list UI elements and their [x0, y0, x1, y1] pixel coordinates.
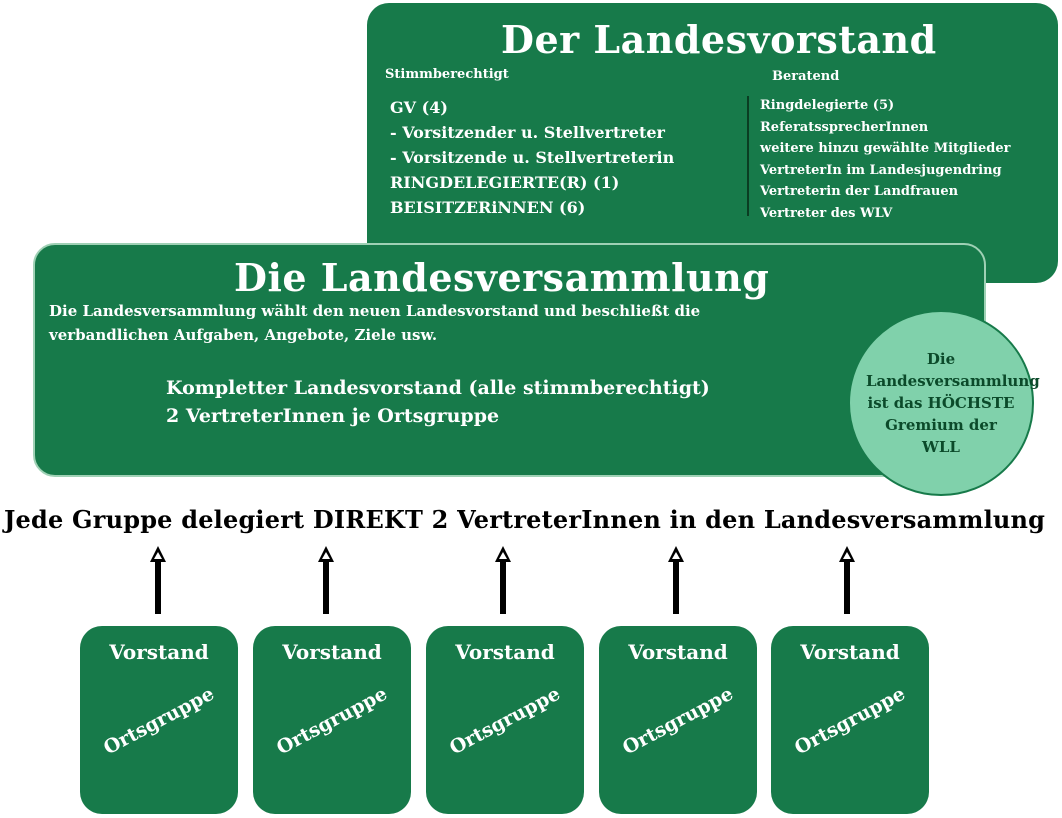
- voting-item: BEISITZERiNNEN (6): [390, 198, 586, 217]
- ortsgruppe-box: [253, 626, 411, 814]
- advisory-item: Ringdelegierte (5): [760, 98, 895, 113]
- advisory-item: VertreterIn im Landesjugendring: [760, 162, 1002, 178]
- up-arrow-icon: [148, 544, 168, 616]
- voting-list: [390, 95, 674, 220]
- landesversammlung-box: [33, 243, 986, 477]
- group-subtitle: Ortsgruppe: [446, 682, 564, 760]
- group-title: Vorstand: [282, 640, 382, 664]
- advisory-label: Beratend: [772, 69, 840, 84]
- highest-body-text: [866, 348, 1040, 458]
- advisory-item: Vertreter des WLV: [760, 205, 893, 221]
- description-line: Die Landesversammlung wählt den neuen Landesvorstand und beschließt die: [49, 302, 701, 320]
- advisory-list: [760, 95, 1010, 224]
- circle-line: Gremium der: [885, 416, 997, 434]
- up-arrow-icon: [316, 544, 336, 616]
- circle-line: ist das HÖCHSTE: [867, 394, 1015, 412]
- ortsgruppe-box: [80, 626, 238, 814]
- voting-label: Stimmberechtigt: [385, 67, 509, 82]
- voting-item: - Vorsitzende u. Stellvertreterin: [390, 148, 675, 167]
- group-title: Vorstand: [455, 640, 555, 664]
- landesversammlung-title: Die Landesversammlung: [234, 255, 770, 300]
- group-subtitle: Ortsgruppe: [100, 682, 218, 760]
- landesversammlung-members: [166, 374, 710, 430]
- group-subtitle: Ortsgruppe: [619, 682, 737, 760]
- ortsgruppe-box: [599, 626, 757, 814]
- up-arrow-icon: [493, 544, 513, 616]
- advisory-item: Vertreterin der Landfrauen: [760, 184, 959, 199]
- circle-line: Landesversammlung: [866, 372, 1040, 390]
- landesversammlung-description: [49, 299, 700, 347]
- ortsgruppe-box: [771, 626, 929, 814]
- members-line: Kompletter Landesvorstand (alle stimmberechtigt): [166, 377, 710, 399]
- description-line: verbandlichen Aufgaben, Angebote, Ziele usw.: [49, 326, 438, 344]
- up-arrow-icon: [666, 544, 686, 616]
- landesvorstand-title: Der Landesvorstand: [501, 17, 937, 62]
- voting-item: - Vorsitzender u. Stellvertreter: [390, 123, 665, 142]
- ortsgruppe-box: [426, 626, 584, 814]
- landesvorstand-box: [367, 3, 1058, 283]
- voting-item: RINGDELEGIERTE(R) (1): [390, 173, 620, 192]
- members-line: 2 VertreterInnen je Ortsgruppe: [166, 405, 500, 427]
- voting-item: GV (4): [390, 98, 448, 117]
- column-divider: [747, 96, 749, 216]
- circle-line: Die: [926, 350, 956, 368]
- circle-line: WLL: [922, 438, 960, 456]
- up-arrow-icon: [837, 544, 857, 616]
- group-subtitle: Ortsgruppe: [791, 682, 909, 760]
- group-title: Vorstand: [109, 640, 209, 664]
- advisory-item: ReferatssprecherInnen: [760, 119, 929, 135]
- highest-body-circle: [848, 310, 1040, 496]
- advisory-item: weitere hinzu gewählte Mitglieder: [760, 141, 1011, 156]
- group-title: Vorstand: [628, 640, 728, 664]
- group-title: Vorstand: [800, 640, 900, 664]
- delegation-text: Jede Gruppe delegiert DIREKT 2 VertreterInnen in den Landesversammlung: [4, 505, 1046, 534]
- group-subtitle: Ortsgruppe: [273, 682, 391, 760]
